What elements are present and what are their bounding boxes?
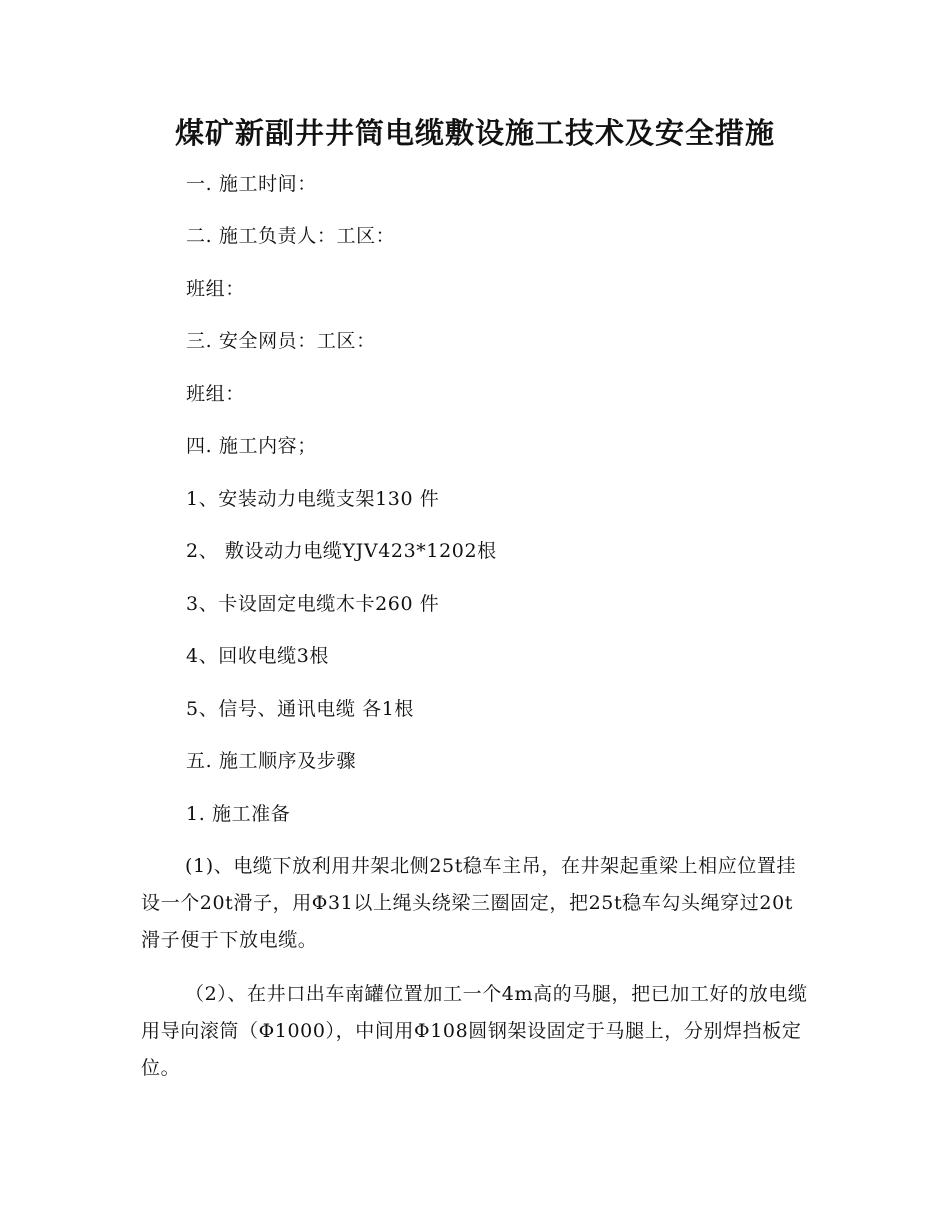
- content-item: 4、回收电缆3根: [186, 645, 329, 667]
- body-paragraph: (1)、电缆下放利用井架北侧25t稳车主吊，在井架起重梁上相应位置挂设一个20t滑子，用Φ31以上绳头绕梁三圈固定，把25t稳车勾头绳穿过20t滑子便于下放电缆。: [141, 855, 797, 951]
- document-title: 煤矿新副井井筒电缆敷设施工技术及安全措施: [174, 116, 775, 150]
- content-item: 3、卡设固定电缆木卡260 件: [186, 593, 440, 615]
- content-item: 2、 敷设动力电缆YJV423*1202根: [186, 540, 497, 562]
- section-heading-construction-time: 一. 施工时间：: [186, 173, 317, 195]
- section-heading-sequence-and-steps: 五. 施工顺序及步骤: [186, 750, 357, 772]
- content-item: 5、信号、通讯电缆 各1根: [186, 698, 415, 720]
- section-heading-person-in-charge: 二. 施工负责人：工区：: [186, 225, 396, 247]
- team-label: 班组：: [186, 278, 245, 300]
- content-item: 1、安装动力电缆支架130 件: [186, 488, 440, 510]
- subsection-heading-preparation: 1. 施工准备: [186, 803, 291, 825]
- body-paragraph: （2）、在井口出车南罐位置加工一个4m高的马腿，把已加工好的放电缆用导向滚筒（Φ1000），中间用Φ108圆钢架设固定于马腿上，分别焊挡板定位。: [141, 983, 808, 1079]
- section-heading-safety-officer: 三. 安全网员：工区：: [186, 330, 376, 352]
- section-heading-construction-content: 四. 施工内容；: [186, 435, 317, 457]
- team-label: 班组：: [186, 383, 245, 405]
